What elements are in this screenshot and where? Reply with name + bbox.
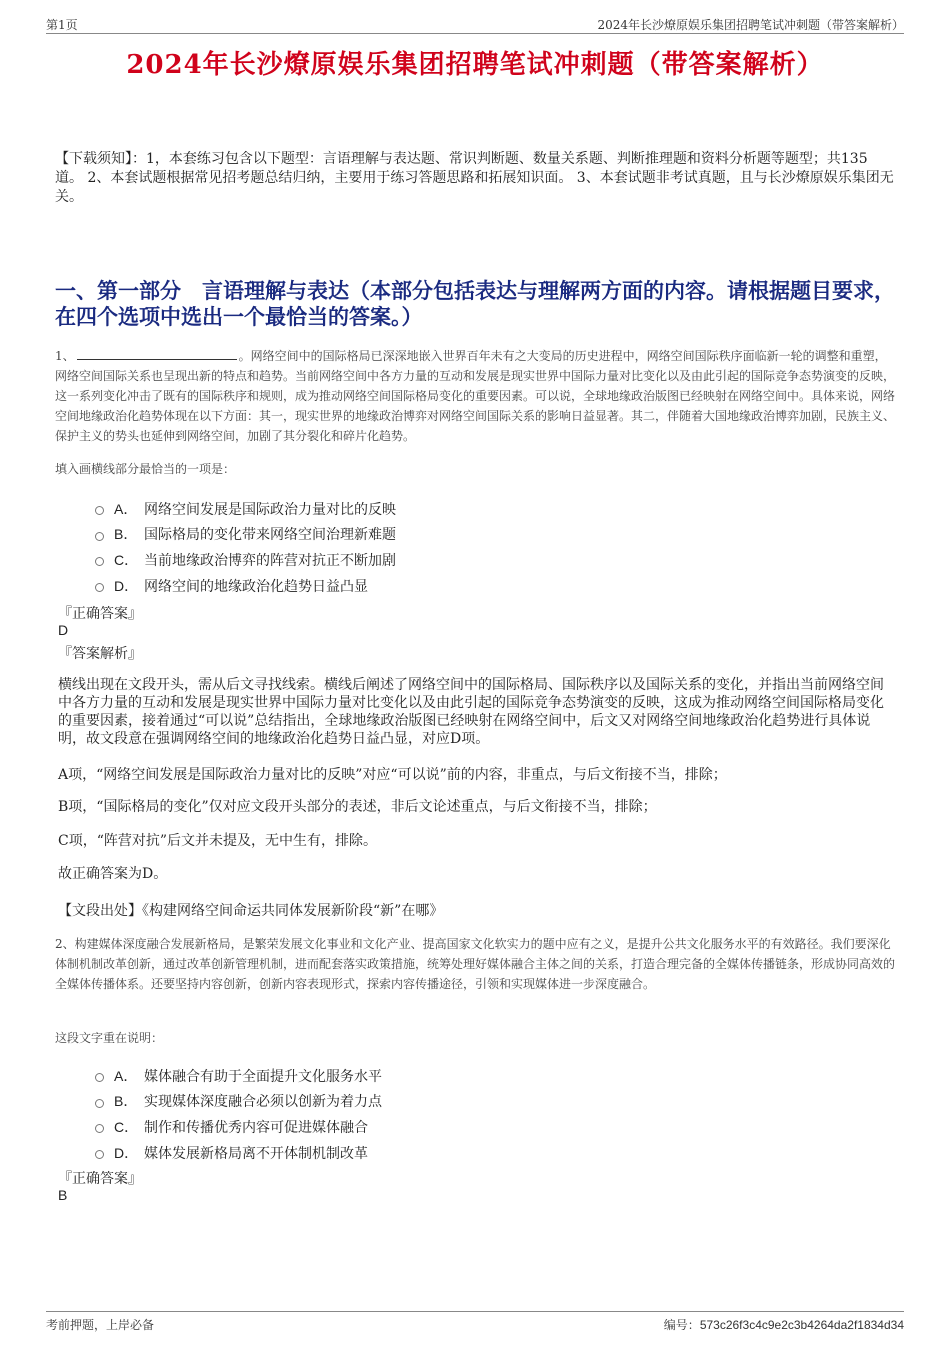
question-2-text — [55, 934, 895, 994]
radio-icon[interactable] — [95, 557, 104, 566]
analysis-conclusion: 故正确答案为D。 — [58, 866, 168, 882]
question-2-options — [95, 1063, 382, 1165]
answer-value: B — [58, 1187, 68, 1203]
download-notice: 【下载须知】：1，本套练习包含以下题型：言语理解与表达题、常识判断题、数量关系题、判断推理题和资料分析题等题型；共135道。 2、本套试题根据常见招考题总结归纳，主要用于练习答题思路和拓展知识面。 3、本套试题非考试真题，且与长沙燎原娱乐集团无关。 — [55, 151, 894, 205]
question-2-number: 2、 — [55, 937, 75, 951]
option-d[interactable]: D． 媒体发展新格局离不开体制机制改革 — [95, 1140, 382, 1166]
option-d[interactable]: D． 网络空间的地缘政治化趋势日益凸显 — [95, 573, 396, 599]
analysis-option-c: C项，“阵营对抗”后文并未提及，无中生有，排除。 — [58, 833, 378, 849]
answer-label: 『正确答案』 — [58, 1171, 142, 1187]
analysis-option-b: B项，“国际格局的变化”仅对应文段开头部分的表述，非后文论述重点，与后文衔接不当，排除； — [58, 799, 657, 815]
analysis-paragraph: 横线出现在文段开头，需从后文寻找线索。横线后阐述了网络空间中的国际格局、国际秩序以及国际关系的变化，并指出当前网络空间中各方力量的互动和发展是现实世界中国际力量对比变化以及由此引起的国际竞争态势演变的反映，这成为推动网络空间国际格局变化的重要因素，接着通过“可以说”总结指出，全球地缘政治版图已经映射在网络空间中，后文又对网络空间地缘政治化趋势进行具体说明，故文段意在强调网络空间的地缘政治化趋势日益凸显，对应D项。 — [58, 677, 884, 747]
radio-icon[interactable] — [95, 506, 104, 515]
footer-slogan: 考前押题，上岸必备 — [46, 1318, 155, 1332]
question-1-body: 。网络空间中的国际格局已深深地嵌入世界百年未有之大变局的历史进程中，网络空间国际秩序面临新一轮的调整和重塑，网络空间国际关系也呈现出新的特点和趋势。当前网络空间中各方力量的互动和发展是现实世界中国际力量对比变化以及由此引起的国际竞争态势演变的反映，这一系列变化冲击了既有的国际秩序和规则，成为推动网络空间国际格局变化的重要因素。可以说，全球地缘政治版图已经映射在网络空间中。具体来说，网络空间地缘政治化趋势体现在以下方面：其一，现实世界的地缘政治博弈对网络空间国际关系的影响日益显著。其二，伴随着大国地缘政治博弈加剧，民族主义、保护主义的势头也延伸到网络空间，加剧了其分裂化和碎片化趋势。 — [55, 349, 896, 443]
header-doc-title: 2024年长沙燎原娱乐集团招聘笔试冲刺题（带答案解析） — [597, 18, 904, 32]
fill-blank — [77, 348, 237, 360]
passage-source: 【文段出处】《构建网络空间命运共同体发展新阶段“新”在哪》 — [58, 903, 444, 919]
question-2-body: 构建媒体深度融合发展新格局，是繁荣发展文化事业和文化产业、提高国家文化软实力的题中应有之义，是提升公共文化服务水平的有效路径。我们要深化体制机制改革创新，通过改革创新管理机制，进而配套落实政策措施，统筹处理好媒体融合主体之间的关系，打造合理完备的全媒体传播链条，形成协同高效的全媒体传播体系。还要坚持内容创新，创新内容表现形式，探索内容传播途径，引领和实现媒体进一步深度融合。 — [55, 937, 896, 991]
radio-icon[interactable] — [95, 532, 104, 541]
question-1-number: 1、 — [55, 349, 75, 363]
option-c[interactable]: C． 当前地缘政治博弈的阵营对抗正不断加剧 — [95, 547, 396, 573]
analysis-option-a: A项，“网络空间发展是国际政治力量对比的反映”对应“可以说”前的内容，非重点，与后文衔接不当，排除； — [58, 767, 727, 783]
answer-value: D — [58, 622, 69, 638]
question-1-options — [95, 496, 396, 598]
answer-label: 『正确答案』 — [58, 606, 142, 622]
page-footer — [46, 1311, 904, 1335]
page-number: 第1页 — [46, 18, 78, 32]
option-a[interactable]: A． 媒体融合有助于全面提升文化服务水平 — [95, 1063, 382, 1089]
option-a[interactable]: A． 网络空间发展是国际政治力量对比的反映 — [95, 496, 396, 522]
analysis-label: 『答案解析』 — [58, 646, 142, 662]
radio-icon[interactable] — [95, 1150, 104, 1159]
radio-icon[interactable] — [95, 1073, 104, 1082]
document-title: 2024年长沙燎原娱乐集团招聘笔试冲刺题（带答案解析） — [126, 50, 824, 80]
section-title: 一、第一部分 言语理解与表达（本部分包括表达与理解两方面的内容。请根据题目要求，在四个选项中选出一个最恰当的答案。） — [55, 278, 895, 329]
option-b[interactable]: B． 实现媒体深度融合必须以创新为着力点 — [95, 1089, 382, 1115]
question-1-prompt: 填入画横线部分最恰当的一项是： — [55, 462, 236, 476]
question-2-prompt: 这段文字重在说明： — [55, 1031, 164, 1045]
radio-icon[interactable] — [95, 1124, 104, 1133]
radio-icon[interactable] — [95, 1099, 104, 1108]
option-c[interactable]: C． 制作和传播优秀内容可促进媒体融合 — [95, 1114, 382, 1140]
option-b[interactable]: B． 国际格局的变化带来网络空间治理新难题 — [95, 522, 396, 548]
question-1-text — [55, 346, 895, 446]
page-header — [46, 14, 904, 34]
radio-icon[interactable] — [95, 583, 104, 592]
document-id: 编号：573c26f3c4c9e2c3b4264da2f1834d34 — [663, 1318, 904, 1332]
